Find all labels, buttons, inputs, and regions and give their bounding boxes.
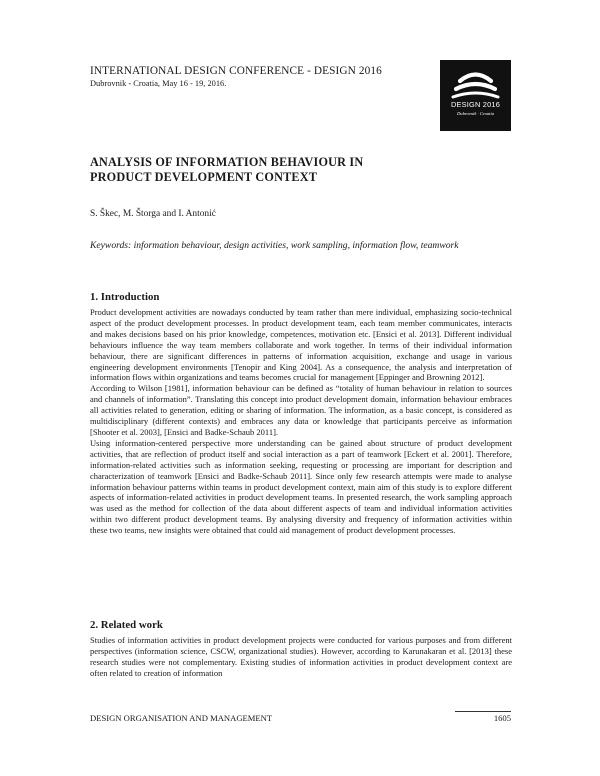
paragraph: Product development activities are nowadays conducted by team rather than mere individual, emphasizing socio-technical aspect of the product development processes. In product development team, each team member communicates, interacts and makes decisions based on his prior knowledge, competences, motivation etc. [Ensici et al. 2013]. Different individual behaviours influence the way team members collaborate and work together. In terms of their individual information behaviour, there are significant differences in patterns of information acquisition, exchange and usage in various engineering development environments [Tenopir and King 2004]. As a consequence, the analysis and interpretation of information flows within organizations and teams becomes crucial for management [Eppinger and Browning 2012]. [90,307,512,383]
footer-rule [455,711,511,712]
logo-tagline: Dubrovnik · Croatia [456,111,495,116]
section-body-related-work [90,635,512,679]
paper-keywords: Keywords: information behaviour, design activities, work sampling, information flow, teamwork [90,240,459,251]
paragraph: According to Wilson [1981], information behaviour can be defined as “totality of human behaviour in relation to sources and channels of information”. Translating this concept into product development domain, information behaviour embraces all activities related to generation, editing or sharing of information. The information, as a basic concept, is considered as multidisciplinary (different contexts) and embraces any data or knowledge that participants perceive as information [Shooter et al. 2003], [Ensici and Badke-Schaub 2011]. [90,383,512,437]
dome-arcs-icon [440,60,511,100]
conference-name: INTERNATIONAL DESIGN CONFERENCE - DESIGN 2016 [90,65,382,77]
footer-track: DESIGN ORGANISATION AND MANAGEMENT [90,713,273,723]
logo-name: DESIGN 2016 [450,100,501,109]
conference-header [90,64,420,89]
page-number: 1605 [493,713,511,723]
paragraph: Using information-centered perspective more understanding can be gained about structure of product development activities, that are reflection of product itself and social interaction as a part of teamwork [Eckert et al. 2001]. Therefore, information-related activities such as information seeking, requesting or processing are important for description and characterization of teamwork [Ensici and Badke-Schaub 2011]. Since only few research attempts were made to analyse information behaviour patterns within teams in product development context, main aim of this study is to explore different aspects of information-related activities in product development teams. In presented research, the work sampling approach was used as the method for collection of the data about different aspects of team and individual information activities within two different product development teams. By analysing diversity and frequency of information activities within these two teams, new insights were obtained that could aid management of product development processes. [90,437,512,536]
section-body-introduction [90,307,512,536]
conference-logo [440,60,511,131]
paper-title: ANALYSIS OF INFORMATION BEHAVIOUR IN PRODUCT DEVELOPMENT CONTEXT [90,155,364,184]
section-heading-introduction: 1. Introduction [90,291,160,303]
paragraph: Studies of information activities in product development projects were conducted for various purposes and from different perspectives (information science, CSCW, organizational studies). However, according to Karunakaran et al. [2013] these research studies were not complementary. Existing studies of information activities in product development context are often related to creation of information [90,635,512,678]
paper-authors: S. Škec, M. Štorga and I. Antonić [90,209,216,219]
section-heading-related-work: 2. Related work [90,619,163,631]
conference-location-date: Dubrovnik - Croatia, May 16 - 19, 2016. [90,79,227,88]
